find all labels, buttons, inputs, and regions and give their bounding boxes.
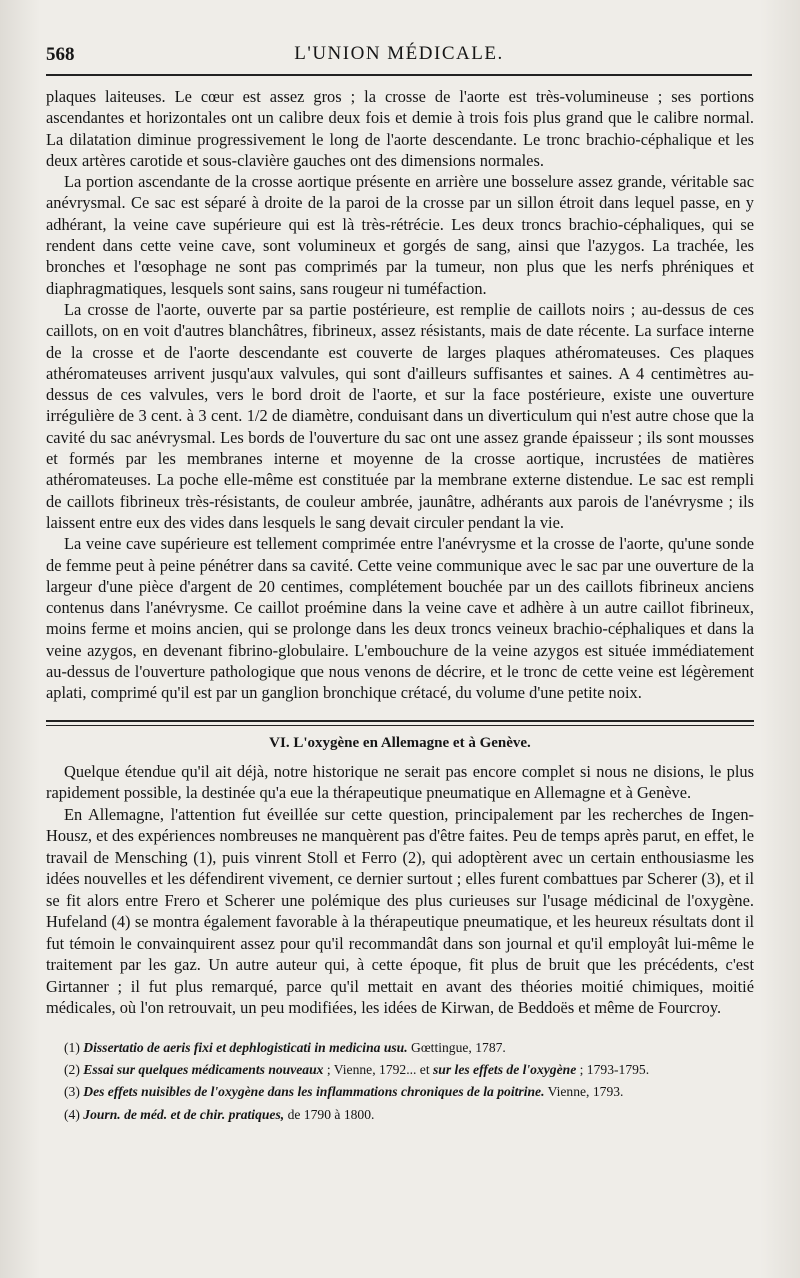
page-header xyxy=(46,38,752,70)
body-paragraph: plaques laiteuses. Le cœur est assez gros ; la crosse de l'aorte est très-volumineuse ; ses portions ascendantes et horizontales ont un calibre deux fois et demie à trois fois plus grand que le calibre normal. La dilatation diminue progressivement le long de l'aorte descendante. Le tronc brachio-céphalique et les deux artères carotide et sous-clavière gauches ont des dimensions normales. xyxy=(46,87,754,170)
footnote-number: (2) xyxy=(64,1062,80,1078)
footnote-title: sur les effets de l'oxygène xyxy=(433,1062,577,1078)
body-paragraph: En Allemagne, l'attention fut éveillée sur cette question, principalement par les recherches de Ingen-Housz, et des expériences nombreuses ne manquèrent pas d'être faites. Peu de temps après parut, en effet, le travail de Mensching (1), puis vinrent Stoll et Ferro (2), qui adoptèrent avec un certain enthousiasme les idées nouvelles et les défendirent vivement, ce dernier surtout ; elles furent combattues par Scherer (3), et il se fit alors entre Frero et Scherer une polémique des plus curieuses sur l'usage médicinal de l'oxygène. Hufeland (4) se montra également favorable à la thérapeutique pneumatique, et les heureux résultats dont il fut témoin le convainquirent assez pour qu'il recommandât dans son journal et qu'il employât lui-même le traitement par les gaz. Un autre auteur qui, à cette époque, fit plus de bruit que les précédents, c'est Girtanner ; il fut plus remarqué, parce qu'il mettait en avant des théories moitié chimiques, moitié médicales, où l'on retrouvait, un peu modifiées, les idées de Kirwan, de Beddoës et même de Fourcroy. xyxy=(46,804,754,1018)
section-body xyxy=(46,761,754,1019)
running-title: L'UNION MÉDICALE. xyxy=(294,43,504,64)
footnote-title: Essai sur quelques médicaments nouveaux xyxy=(83,1062,324,1078)
header-rule xyxy=(46,74,752,76)
footnote-text: ; Vienne, 1792... et xyxy=(323,1062,434,1078)
page-body xyxy=(46,86,754,1128)
body-paragraph: La veine cave supérieure est tellement comprimée entre l'anévrysme et la crosse de l'aorte, qu'une sonde de femme peut à peine pénétrer dans sa cavité. Cette veine communique avec le sac par une ouverture de la largeur d'une pièce d'argent de 20 centimes, complétement bouchée par un des caillots fibrineux anciens contenus dans l'anévrysme. Ce caillot proémine dans la veine cave et adhère à un autre caillot fibrineux, moins ferme et moins ancien, qui se prolonge dans les deux troncs veineux brachio-céphaliques et dans la veine azygos, en devenant fibrino-globulaire. L'embouchure de la veine azygos est située immédiatement au-dessus de l'ouverture pathologique que nous venons de décrire, et le tronc de cette veine est légèrement aplati, comprimé qu'il est par un ganglion bronchique crétacé, du volume d'une petite noix. xyxy=(46,534,754,703)
footnote-number: (1) xyxy=(64,1039,80,1055)
footnote-text: Vienne, 1793. xyxy=(544,1084,624,1100)
footnote xyxy=(46,1061,754,1079)
footnote-title: Dissertatio de aeris fixi et dephlogisticati in medicina usu. xyxy=(83,1039,408,1055)
body-paragraph: La crosse de l'aorte, ouverte par sa partie postérieure, est remplie de caillots noirs ; au-dessus de ces caillots, on en voit d'autres blanchâtres, fibrineux, assez résistants, mais de date récente. La surface interne de la crosse et de l'aorte descendante est couverte de larges plaques athéromateuses. Ces plaques athéromateuses arrivent jusqu'aux valvules, qui sont d'ailleurs suffisantes et saines. A 4 centimètres au-dessus de ces valvules, vers le bord droit de l'aorte, et sur la face postérieure, existe une ouverture irrégulière de 3 cent. à 3 cent. 1/2 de diamètre, conduisant dans un diverticulum qui n'est autre chose que la cavité du sac anévrysmal. Les bords de l'ouverture du sac ont une assez grande épaisseur ; ils sont mousses et formés par les membranes interne et moyenne de la crosse aortique, incrustées de matières athéromateuses. La poche elle-même est constituée par la membrane externe distendue. Le sac est rempli de caillots fibrineux très-résistants, de couleur ambrée, jaunâtre, adhérants aux parois de l'anévrysme ; ils laissent entre eux des vides dans lesquels le sang devait circuler pendant la vie. xyxy=(46,299,754,532)
body-paragraph: Quelque étendue qu'il ait déjà, notre historique ne serait pas encore complet si nous ne disions, le plus rapidement possible, la destinée qu'a eue la thérapeutique pneumatique en Allemagne et à Genève. xyxy=(46,761,754,803)
footnote-number: (4) xyxy=(64,1106,80,1122)
footnote xyxy=(46,1039,754,1057)
footnote xyxy=(46,1083,754,1101)
footnote-text: ; 1793-1795. xyxy=(576,1062,650,1078)
footnote-text: de 1790 à 1800. xyxy=(284,1106,375,1122)
footnote xyxy=(46,1106,754,1124)
body-paragraph: La portion ascendante de la crosse aortique présente en arrière une bosselure assez grande, véritable sac anévrysmal. Ce sac est séparé à droite de la paroi de la crosse par un sillon étroit dans lequel passe, en y adhérant, la veine cave supérieure qui est là très-rétrécie. Les deux troncs brachio-céphaliques, qui se rendent dans cette veine cave, sont volumineux et gorgés de sang, ainsi que l'azygos. La trachée, les bronches et l'œsophage ne sont pas comprimés par la tumeur, non plus que les nerfs phréniques et diaphragmatiques, lesquels sont sains, sans rougeur ni tuméfaction. xyxy=(46,172,754,298)
page-number: 568 xyxy=(46,44,75,65)
footnote-title: Journ. de méd. et de chir. pratiques, xyxy=(83,1106,285,1122)
section-divider xyxy=(46,720,754,726)
footnotes xyxy=(46,1039,754,1124)
footnote-number: (3) xyxy=(64,1084,80,1100)
footnote-title: Des effets nuisibles de l'oxygène dans les inflammations chroniques de la poitrine. xyxy=(83,1084,545,1100)
section-title: VI. L'oxygène en Allemagne et à Genève. xyxy=(269,734,531,751)
footnote-text: Gœttingue, 1787. xyxy=(407,1039,506,1055)
